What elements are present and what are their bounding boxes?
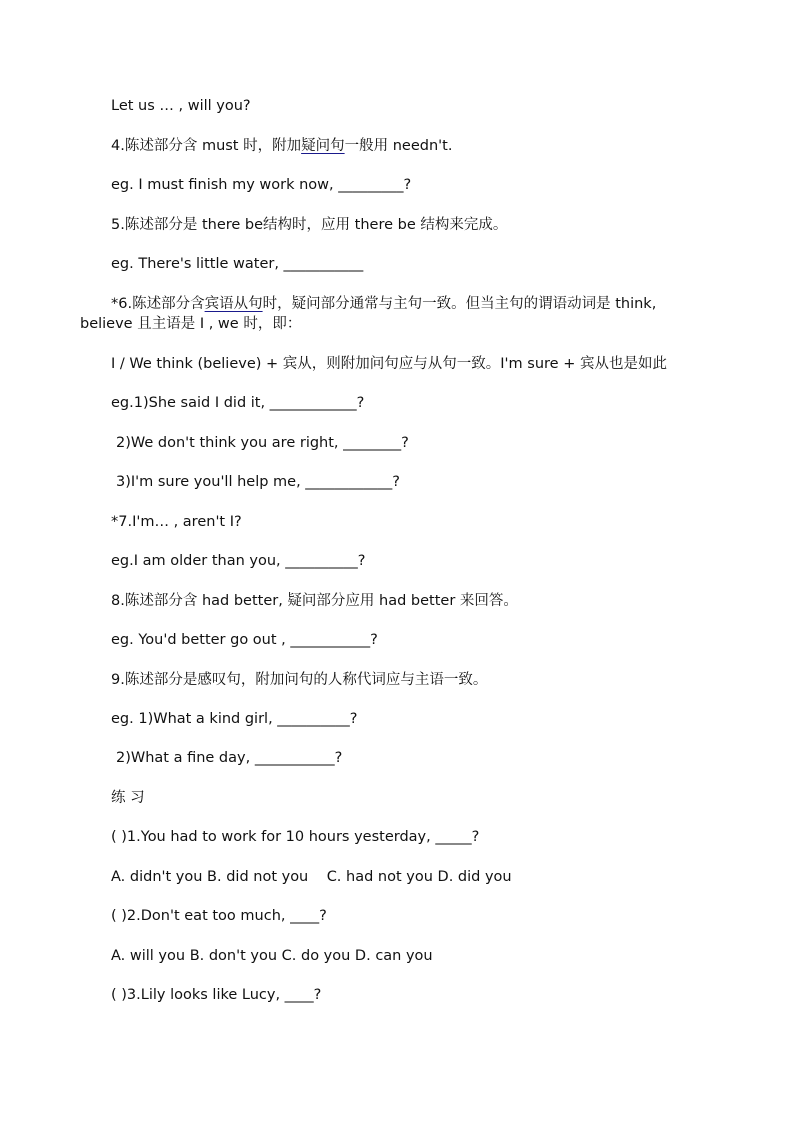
rule-9-heading: 9.陈述部分是感叹句，附加问句的人称代词应与主语一致。 xyxy=(111,672,488,688)
example-line: eg.1)She said I did it, ____________? xyxy=(111,395,365,411)
text-segment: 4.陈述部分含 must 时，附加 xyxy=(111,138,302,154)
rule-6-heading xyxy=(111,294,656,314)
example-line: eg. There's little water, ___________ xyxy=(111,256,364,272)
exercise-options: A. didn't you B. did not you C. had not you D. did you xyxy=(111,869,512,885)
rule-6-continuation: believe 且主语是 I , we 时，即： xyxy=(80,316,302,332)
example-line: eg. 1)What a kind girl, __________? xyxy=(111,711,358,727)
example-line: eg.I am older than you, __________? xyxy=(111,553,366,569)
rule-4-heading xyxy=(111,136,452,156)
text-segment: *6.陈述部分含 xyxy=(111,296,205,312)
example-line: eg. You'd better go out , ___________? xyxy=(111,632,378,648)
example-line: 2)We don't think you are right, ________? xyxy=(116,435,409,451)
example-line: 2)What a fine day, ___________? xyxy=(116,750,343,766)
exercise-question: ( )1.You had to work for 10 hours yesterday, _____? xyxy=(111,829,480,845)
exercise-options: A. will you B. don't you C. do you D. can you xyxy=(111,948,433,964)
text-segment: 时，疑问部分通常与主句一致。但当主句的谓语动词是 think, xyxy=(262,296,657,312)
rule-5-heading: 5.陈述部分是 there be结构时，应用 there be 结构来完成。 xyxy=(111,217,508,233)
object-clause-link[interactable]: 宾语从句 xyxy=(204,296,263,312)
tag-question-link[interactable]: 疑问句 xyxy=(301,138,345,154)
exercise-question: ( )3.Lily looks like Lucy, ____? xyxy=(111,987,322,1003)
exercise-heading: 练 习 xyxy=(111,790,145,806)
rule-7-heading: *7.I'm… , aren't I? xyxy=(111,514,242,530)
example-line: eg. I must finish my work now, _________? xyxy=(111,177,412,193)
text-line: Let us … , will you? xyxy=(111,98,251,114)
exercise-question: ( )2.Don't eat too much, ____? xyxy=(111,908,327,924)
example-line: 3)I'm sure you'll help me, ____________? xyxy=(116,474,401,490)
rule-8-heading: 8.陈述部分含 had better, 疑问部分应用 had better 来回答。 xyxy=(111,593,518,609)
rule-6-note: I / We think (believe) + 宾从，则附加问句应与从句一致。I'm sure + 宾从也是如此 xyxy=(111,356,667,372)
text-segment: 一般用 needn't. xyxy=(344,138,453,154)
